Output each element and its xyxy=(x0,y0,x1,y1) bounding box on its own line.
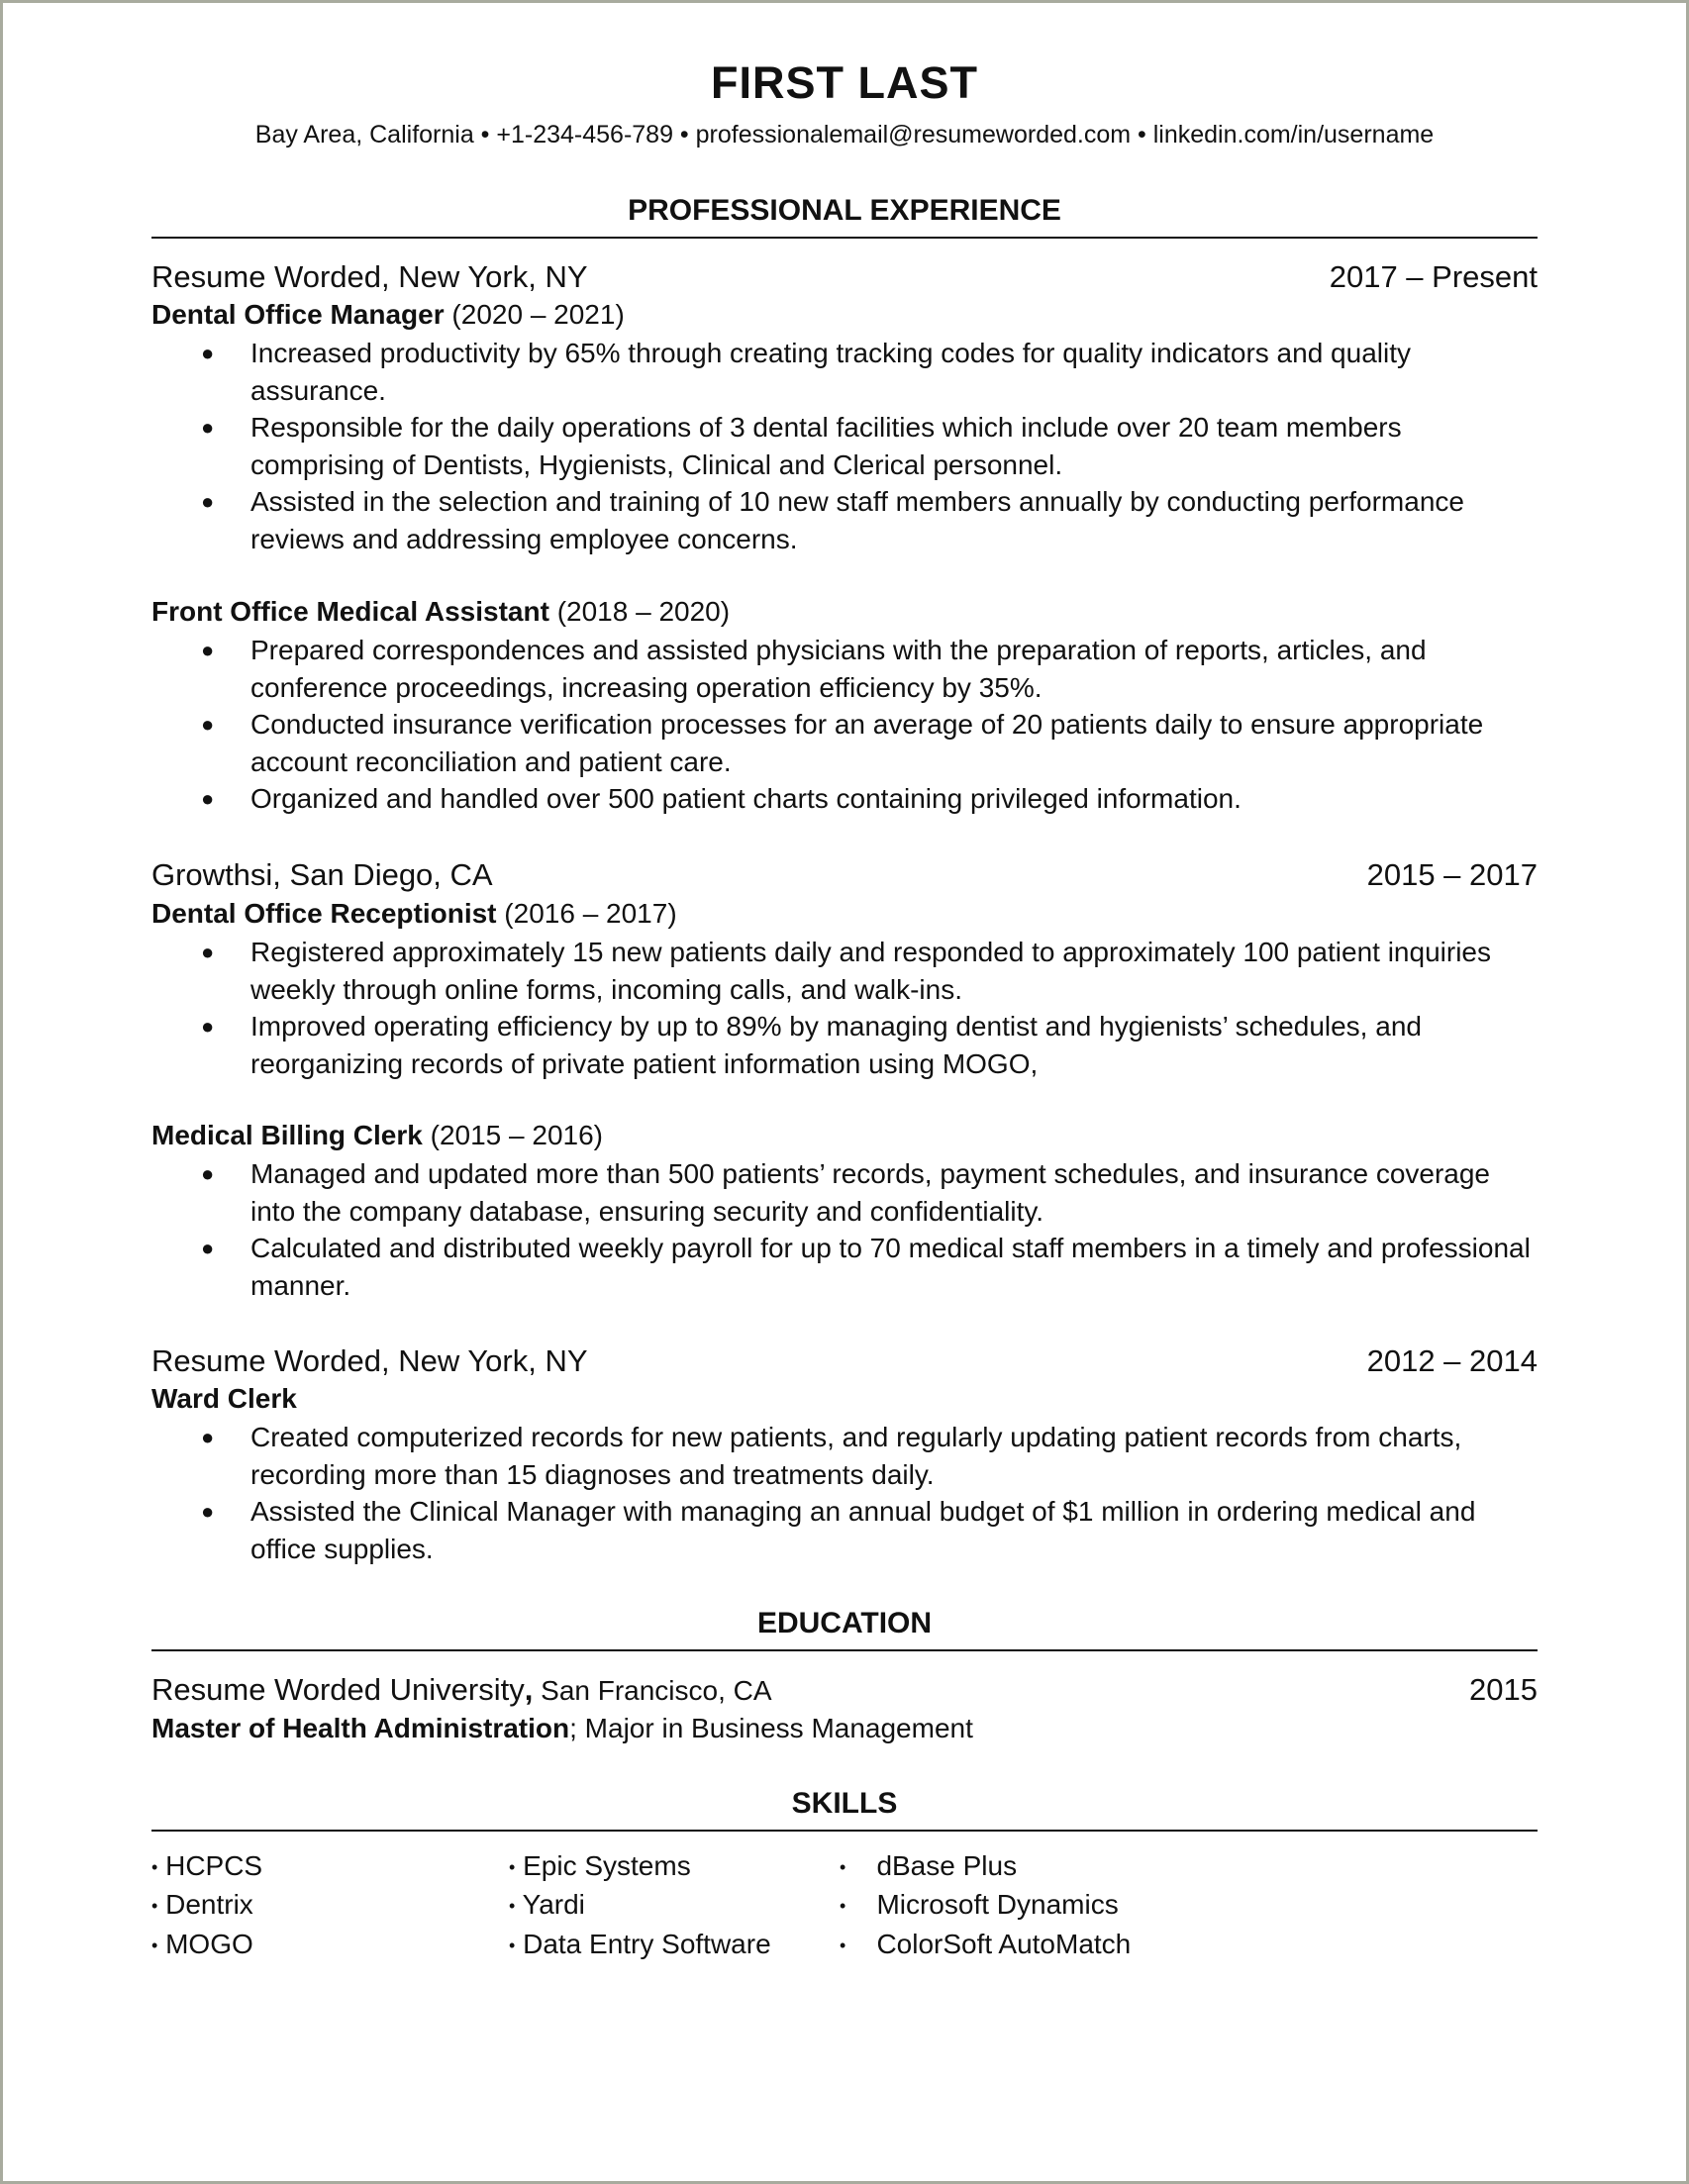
job-title: Front Office Medical Assistant xyxy=(151,596,549,627)
list-item xyxy=(151,1008,1538,1082)
school-name: Resume Worded University xyxy=(151,1672,525,1707)
bullet-icon: ● xyxy=(201,1499,215,1524)
bullet-icon: • xyxy=(509,1856,516,1877)
skill-text: MOGO xyxy=(165,1928,253,1959)
contact-line: Bay Area, California • +1-234-456-789 • professionalemail@resumeworded.com • linkedin.com/in/username xyxy=(254,121,1435,149)
graduation-year: 2015 xyxy=(1469,1672,1538,1707)
employer-row xyxy=(151,1343,1538,1383)
job-title: Medical Billing Clerk xyxy=(151,1120,423,1150)
section-title-skills: SKILLS xyxy=(791,1787,898,1820)
job-dates: (2020 – 2021) xyxy=(451,299,625,330)
skill-text: Epic Systems xyxy=(523,1850,691,1881)
section-divider xyxy=(151,1649,1538,1651)
bullet-text: Responsible for the daily operations of 3 dental facilities which include over 20 team members comprising of Dentists, Hygienists, Clinical and Clerical personnel. xyxy=(250,412,1402,480)
list-item xyxy=(151,1847,262,1886)
bullet-icon: ● xyxy=(201,940,215,964)
bullet-list xyxy=(151,335,1538,557)
list-item xyxy=(151,1230,1538,1304)
job-title: Dental Office Receptionist xyxy=(151,898,497,929)
employer-dates: 2015 – 2017 xyxy=(1366,857,1538,892)
job-title-row xyxy=(151,1383,297,1415)
employer-name: Resume Worded, New York, NY xyxy=(151,1343,588,1378)
bullet-icon: • xyxy=(840,1896,846,1917)
bullet-icon: • xyxy=(840,1935,846,1955)
bullet-icon: ● xyxy=(201,1014,215,1039)
section-title-experience: PROFESSIONAL EXPERIENCE xyxy=(628,194,1061,227)
bullet-icon: • xyxy=(840,1856,846,1877)
education-row xyxy=(151,1672,1538,1712)
bullet-icon: • xyxy=(509,1935,516,1955)
list-item xyxy=(151,483,1538,557)
employer-name: Growthsi, San Diego, CA xyxy=(151,857,493,892)
list-item xyxy=(151,780,1538,818)
bullet-text: Organized and handled over 500 patient charts containing privileged information. xyxy=(250,783,1242,814)
list-item xyxy=(840,1847,1131,1886)
candidate-name: FIRST LAST xyxy=(711,57,978,108)
employer-name: Resume Worded, New York, NY xyxy=(151,259,588,294)
job-dates: (2018 – 2020) xyxy=(548,596,731,627)
degree-major: ; Major in Business Management xyxy=(569,1713,973,1743)
list-item xyxy=(509,1926,771,1964)
list-item xyxy=(151,409,1538,483)
list-item xyxy=(509,1886,771,1925)
job-dates: (2015 – 2016) xyxy=(430,1120,603,1150)
bullet-text: Increased productivity by 65% through creating tracking codes for quality indicators and quality assurance. xyxy=(250,338,1411,406)
skill-text: HCPCS xyxy=(165,1850,263,1881)
bullet-icon: ● xyxy=(201,1161,215,1186)
list-item xyxy=(840,1886,1131,1925)
employer-dates: 2012 – 2014 xyxy=(1366,1343,1538,1378)
list-item xyxy=(151,934,1538,1008)
bullet-text: Registered approximately 15 new patients daily and responded to approximately 100 patient inquiries weekly through online forms, incoming calls, and walk-ins. xyxy=(250,937,1491,1005)
bullet-icon: ● xyxy=(201,1236,215,1260)
bullet-icon: • xyxy=(151,1896,158,1917)
bullet-icon: ● xyxy=(201,489,215,514)
list-item xyxy=(151,1886,262,1925)
list-item xyxy=(509,1847,771,1886)
bullet-text: Assisted in the selection and training of 10 new staff members annually by conducting performance reviews and addressing employee concerns. xyxy=(250,486,1464,554)
bullet-text: Improved operating efficiency by up to 89% by managing dentist and hygienists’ schedules, and reorganizing records of private patient information using MOGO, xyxy=(250,1011,1422,1079)
bullet-icon: ● xyxy=(201,638,215,662)
employer-dates: 2017 – Present xyxy=(1329,259,1538,294)
section-divider xyxy=(151,1830,1538,1832)
degree-row xyxy=(151,1713,973,1744)
job-title-row xyxy=(151,299,625,331)
list-item xyxy=(840,1926,1131,1964)
school-location: San Francisco, CA xyxy=(533,1675,772,1706)
skill-text: ColorSoft AutoMatch xyxy=(876,1928,1132,1959)
bullet-icon: ● xyxy=(201,1425,215,1449)
bullet-text: Conducted insurance verification processes for an average of 20 patients daily to ensure appropriate account reconciliation and patient care. xyxy=(250,709,1484,777)
skills-column xyxy=(151,1847,262,1964)
skill-text: Yardi xyxy=(522,1889,585,1921)
degree-title: Master of Health Administration xyxy=(151,1713,570,1743)
bullet-icon: ● xyxy=(201,415,215,440)
skill-text: Microsoft Dynamics xyxy=(876,1889,1119,1921)
bullet-text: Prepared correspondences and assisted physicians with the preparation of reports, articles, and conference proceedings, increasing operation efficiency by 35%. xyxy=(250,635,1427,703)
list-item xyxy=(151,632,1538,706)
employer-row xyxy=(151,259,1538,299)
list-item xyxy=(151,1493,1538,1567)
bullet-list xyxy=(151,632,1538,818)
school-line: Resume Worded University, San Francisco, CA xyxy=(151,1672,772,1707)
bullet-text: Calculated and distributed weekly payroll for up to 70 medical staff members in a timely and professional manner. xyxy=(250,1233,1531,1301)
bullet-icon: ● xyxy=(201,341,215,365)
bullet-icon: • xyxy=(509,1896,516,1917)
list-item xyxy=(151,1419,1538,1493)
skill-text: Data Entry Software xyxy=(523,1928,771,1959)
skill-text: dBase Plus xyxy=(876,1850,1018,1881)
list-item xyxy=(151,1155,1538,1230)
list-item xyxy=(151,335,1538,409)
bullet-text: Managed and updated more than 500 patients’ records, payment schedules, and insurance coverage into the company database, ensuring security and confidentiality. xyxy=(250,1158,1491,1227)
skills-column xyxy=(509,1847,771,1964)
bullet-text: Assisted the Clinical Manager with managing an annual budget of $1 million in ordering medical and office supplies. xyxy=(250,1496,1476,1564)
bullet-list xyxy=(151,934,1538,1082)
bullet-icon: • xyxy=(151,1935,158,1955)
bullet-text: Created computerized records for new patients, and regularly updating patient records from charts, recording more than 15 diagnoses and treatments daily. xyxy=(250,1422,1462,1490)
bullet-list xyxy=(151,1419,1538,1567)
list-item xyxy=(151,1926,262,1964)
job-title-row xyxy=(151,596,730,628)
bullet-icon: • xyxy=(151,1856,158,1877)
job-title: Dental Office Manager xyxy=(151,299,445,330)
section-divider xyxy=(151,237,1538,239)
job-title-row xyxy=(151,1120,603,1151)
job-dates: (2016 – 2017) xyxy=(504,898,677,929)
job-title: Ward Clerk xyxy=(151,1383,297,1414)
bullet-icon: ● xyxy=(201,712,215,737)
list-item xyxy=(151,706,1538,780)
job-title-row xyxy=(151,898,677,930)
skill-text: Dentrix xyxy=(165,1889,253,1921)
section-title-education: EDUCATION xyxy=(756,1607,933,1639)
bullet-icon: ● xyxy=(201,786,215,811)
employer-row xyxy=(151,857,1538,897)
bullet-list xyxy=(151,1155,1538,1304)
skills-column xyxy=(840,1847,1131,1964)
